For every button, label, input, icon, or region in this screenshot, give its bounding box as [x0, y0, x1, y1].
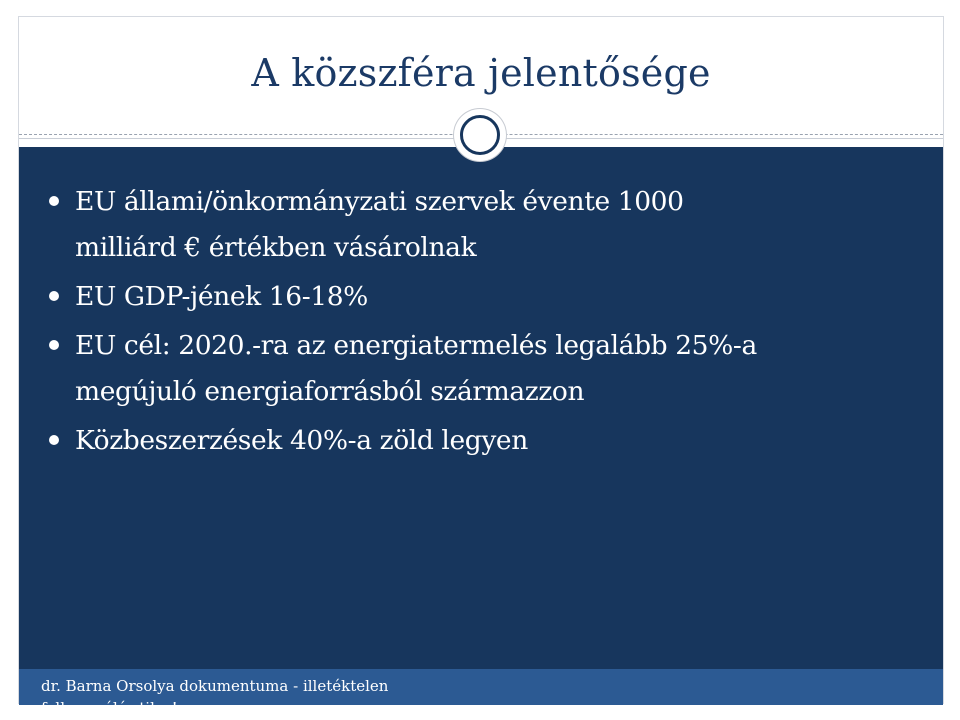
bullet-dot-icon: [49, 291, 59, 301]
bullet-text-line1: EU állami/önkormányzati szervek évente 1000: [75, 186, 684, 217]
footer-text-line2: felhasználás tilos!: [41, 699, 178, 717]
footer-text-line1: dr. Barna Orsolya dokumentuma - illetéktelen: [41, 677, 389, 695]
bullet-item: [49, 274, 929, 320]
circle-ornament-icon: [454, 109, 506, 161]
bullet-item: [49, 323, 929, 415]
circle-ornament-ring: [460, 115, 500, 155]
footer-band: [19, 669, 943, 717]
bullet-item: [49, 179, 929, 271]
slide: [18, 16, 944, 717]
bullet-text-line1: Közbeszerzések 40%-a zöld legyen: [75, 425, 528, 456]
bullet-dot-icon: [49, 435, 59, 445]
bullet-dot-icon: [49, 196, 59, 206]
bullet-text-line1: EU cél: 2020.-ra az energiatermelés legalább 25%-a: [75, 330, 757, 361]
bullet-dot-icon: [49, 340, 59, 350]
bullet-text-line2: milliárd € értékben vásárolnak: [75, 232, 477, 263]
bullet-list: [49, 179, 929, 467]
bullet-item: [49, 418, 929, 464]
slide-title: A közszféra jelentősége: [251, 51, 711, 95]
bullet-text-line2: megújuló energiaforrásból származzon: [75, 376, 585, 407]
bullet-text-line1: EU GDP-jének 16-18%: [75, 281, 368, 312]
